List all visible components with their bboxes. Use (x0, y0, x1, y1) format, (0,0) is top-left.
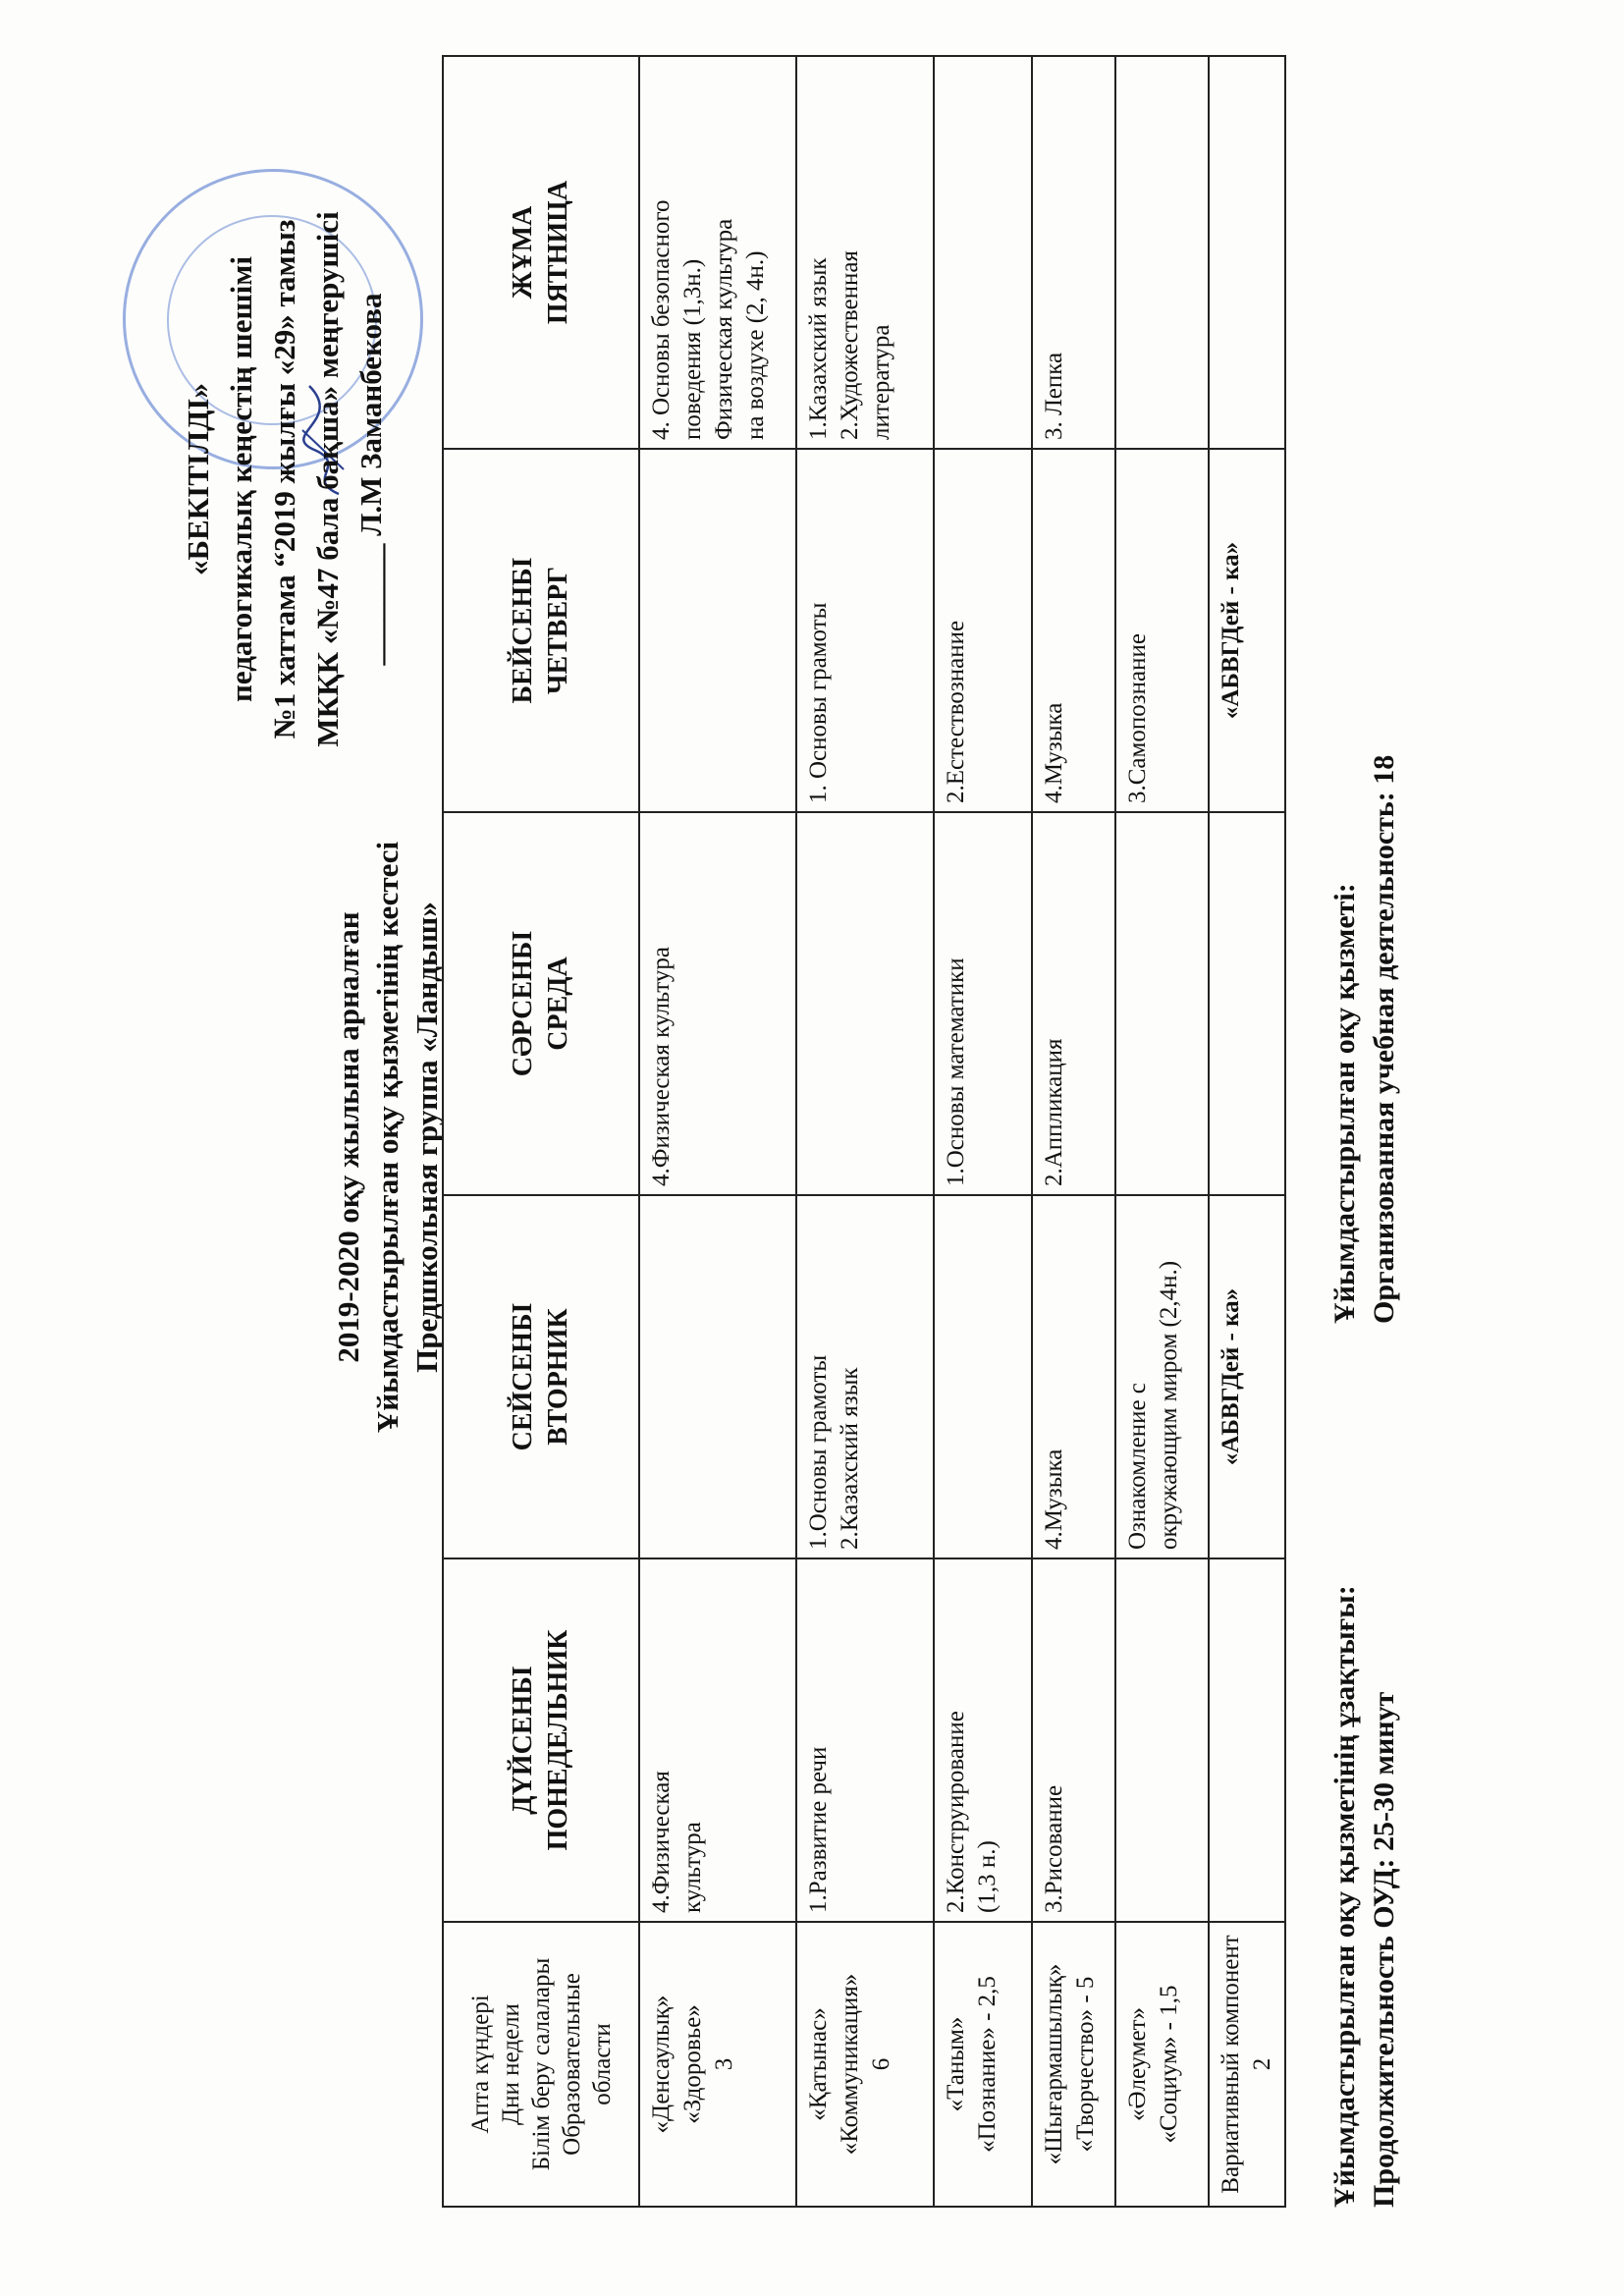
activity-line: 2.Естествознание (943, 620, 969, 803)
activity-cell (1209, 56, 1285, 449)
activity-cell (639, 812, 796, 1195)
activity-cell (1209, 449, 1285, 812)
duration-label-ru: Продолжительность ОУД: 25-30 минут (1368, 1691, 1400, 2208)
activity-cell (796, 56, 934, 449)
header-day-line: ЖҰМА (508, 205, 538, 300)
education-area-line: «Әлеумет» (1124, 2007, 1151, 2122)
activity-line: 4. Основы безопасного (648, 199, 675, 440)
education-area-line: Вариативный компонент (1218, 1935, 1244, 2194)
education-area-line: «Творчество» - 5 (1072, 1976, 1099, 2153)
education-area-line: «Коммуникация» (837, 1973, 863, 2156)
title-line-3: Предшкольная группа «Ландыш» (409, 902, 444, 1373)
header-day-line: СРЕДА (543, 957, 573, 1051)
activity-line: 4.Музыка (1041, 1449, 1067, 1550)
activity-line: «АБВГДей - ка» (1218, 1287, 1244, 1466)
activity-line: (1,3 н.) (974, 1840, 1001, 1913)
header-cell-areas (443, 1922, 639, 2207)
header-day-line: СЕЙСЕНБІ (508, 1302, 538, 1451)
activity-cell (796, 1195, 934, 1558)
activity-line: 1.Казахский язык (805, 257, 832, 440)
header-day-line: ЧЕТВЕРГ (543, 566, 573, 695)
activity-label-ru: Организованная учебная деятельность: 18 (1368, 754, 1400, 1324)
activity-cell (1209, 1195, 1285, 1558)
activity-line: 3. Лепка (1041, 352, 1067, 440)
education-area-cell (1115, 1922, 1209, 2207)
approval-title: «БЕКІТІЛДІ» (181, 383, 215, 575)
header-areas-line: Дни недели (497, 2003, 524, 2125)
activity-line: на воздухе (2, 4н.) (742, 250, 769, 440)
education-area-cell (1209, 1922, 1285, 2207)
education-area-line: «Таным» (943, 2016, 969, 2112)
approval-line-3: МКҚК «№47 бала бақша» меңгерушісі (310, 211, 345, 747)
education-area-line: «Денсаулық» (648, 1995, 675, 2134)
activity-line: 2.Конструирование (943, 1711, 969, 1913)
table-row (1032, 56, 1115, 2207)
document-title (329, 548, 447, 1726)
activity-line: 1.Развитие речи (805, 1746, 832, 1913)
activity-line: Физическая культура (711, 218, 737, 440)
activity-cell (934, 449, 1032, 812)
activity-cell (1209, 812, 1285, 1195)
education-area-cell (639, 1922, 796, 2207)
header-cell-day (443, 1558, 639, 1922)
activity-line: культура (679, 1822, 706, 1913)
header-day-line: ВТОРНИК (543, 1308, 573, 1446)
activity-line: 2.Аппликация (1041, 1038, 1067, 1186)
activity-line: 4.Музыка (1041, 702, 1067, 803)
header-areas-line: области (588, 2023, 616, 2105)
header-areas-line: Білім беру салалары (527, 1957, 555, 2171)
activity-cell (639, 56, 796, 449)
activity-cell (796, 812, 934, 1195)
activity-line: поведения (1,3н.) (679, 258, 706, 440)
activity-line: окружающим миром (2,4н.) (1156, 1260, 1182, 1550)
activity-cell (639, 449, 796, 812)
activity-line: 1.Основы грамоты (805, 1354, 832, 1550)
activity-cell (1032, 1195, 1115, 1558)
activity-line: литература (868, 324, 894, 440)
activity-cell (1209, 1558, 1285, 1922)
education-area-line: «Здоровье» (679, 2004, 706, 2124)
table-row (796, 56, 934, 2207)
activity-line: 2.Казахский язык (837, 1367, 863, 1550)
activity-cell (1115, 56, 1209, 449)
activity-cell (1115, 812, 1209, 1195)
education-area-line: «Шығармашылық» (1041, 1963, 1067, 2165)
approval-line-4: ________ Л.М Заманбекова (353, 293, 388, 666)
education-area-line: 6 (868, 2057, 894, 2071)
header-cell-day (443, 449, 639, 812)
header-cell-day (443, 1195, 639, 1558)
activity-cell (796, 449, 934, 812)
header-cell-day (443, 56, 639, 449)
table-header-row (443, 56, 639, 2207)
activity-cell (1032, 812, 1115, 1195)
header-day-line: СӘРСЕНБІ (508, 930, 538, 1077)
education-area-line: 2 (1249, 2057, 1275, 2071)
header-areas-line: Апта күндері (466, 1995, 494, 2134)
education-area-cell (1032, 1922, 1115, 2207)
activity-cell (639, 1558, 796, 1922)
activity-cell (1032, 56, 1115, 449)
header-day-line: ДҮЙСЕНБІ (508, 1666, 538, 1815)
education-area-line: «Қатынас» (805, 2007, 832, 2121)
activity-line: 3.Рисование (1041, 1784, 1067, 1913)
table-row (639, 56, 796, 2207)
education-area-line: «Познание» - 2,5 (974, 1976, 1001, 2153)
activity-label-kz: Ұйымдастырылған оқу қызметі: (1328, 883, 1361, 1324)
title-line-1: 2019-2020 оқу жылына арналған (331, 911, 365, 1363)
schedule-table (442, 55, 1286, 2208)
table-row (934, 56, 1032, 2207)
education-area-cell (796, 1922, 934, 2207)
activity-cell (639, 1195, 796, 1558)
activity-cell (934, 1558, 1032, 1922)
activity-cell (934, 1195, 1032, 1558)
activity-cell (1115, 449, 1209, 812)
footer-summary (1326, 145, 1404, 2208)
education-area-line: 3 (711, 2057, 737, 2071)
title-line-2: Ұйымдастырылған оқу қызметінің кестесі (370, 841, 405, 1434)
activity-line: 4.Физическая культура (648, 947, 675, 1186)
duration-label-kz: Ұйымдастырылған оқу қызметінің ұзақтығы: (1328, 1585, 1361, 2208)
activity-cell (1032, 1558, 1115, 1922)
activity-line: Ознакомление с (1124, 1383, 1151, 1550)
activity-cell (796, 1558, 934, 1922)
activity-line: 1. Основы грамоты (805, 602, 832, 803)
header-cell-day (443, 812, 639, 1195)
approval-line-1: педагогикалық кеңестің шешімі (224, 256, 258, 703)
activity-cell (1115, 1195, 1209, 1558)
header-day-line: ПЯТНИЦА (543, 180, 573, 325)
education-area-cell (934, 1922, 1032, 2207)
activity-line: 2.Художественная (837, 250, 863, 440)
activity-line: 4.Физическая (648, 1771, 675, 1913)
table-row (1209, 56, 1285, 2207)
education-area-line: «Социум» - 1,5 (1156, 1985, 1182, 2144)
activity-cell (1032, 449, 1115, 812)
approval-line-2: №1 хаттама “2019 жылғы «29» тамыз (267, 219, 301, 739)
activity-line: 1.Основы математики (943, 957, 969, 1186)
header-day-line: ПОНЕДЕЛЬНИК (543, 1629, 573, 1851)
activity-cell (934, 56, 1032, 449)
activity-line: 3.Самопознание (1124, 633, 1151, 803)
activity-cell (934, 812, 1032, 1195)
activity-line: «АБВГДей - ка» (1218, 541, 1244, 720)
header-day-line: БЕЙСЕНБІ (508, 557, 538, 704)
activity-cell (1115, 1558, 1209, 1922)
header-areas-line: Образовательные (558, 1973, 585, 2156)
table-row (1115, 56, 1209, 2207)
